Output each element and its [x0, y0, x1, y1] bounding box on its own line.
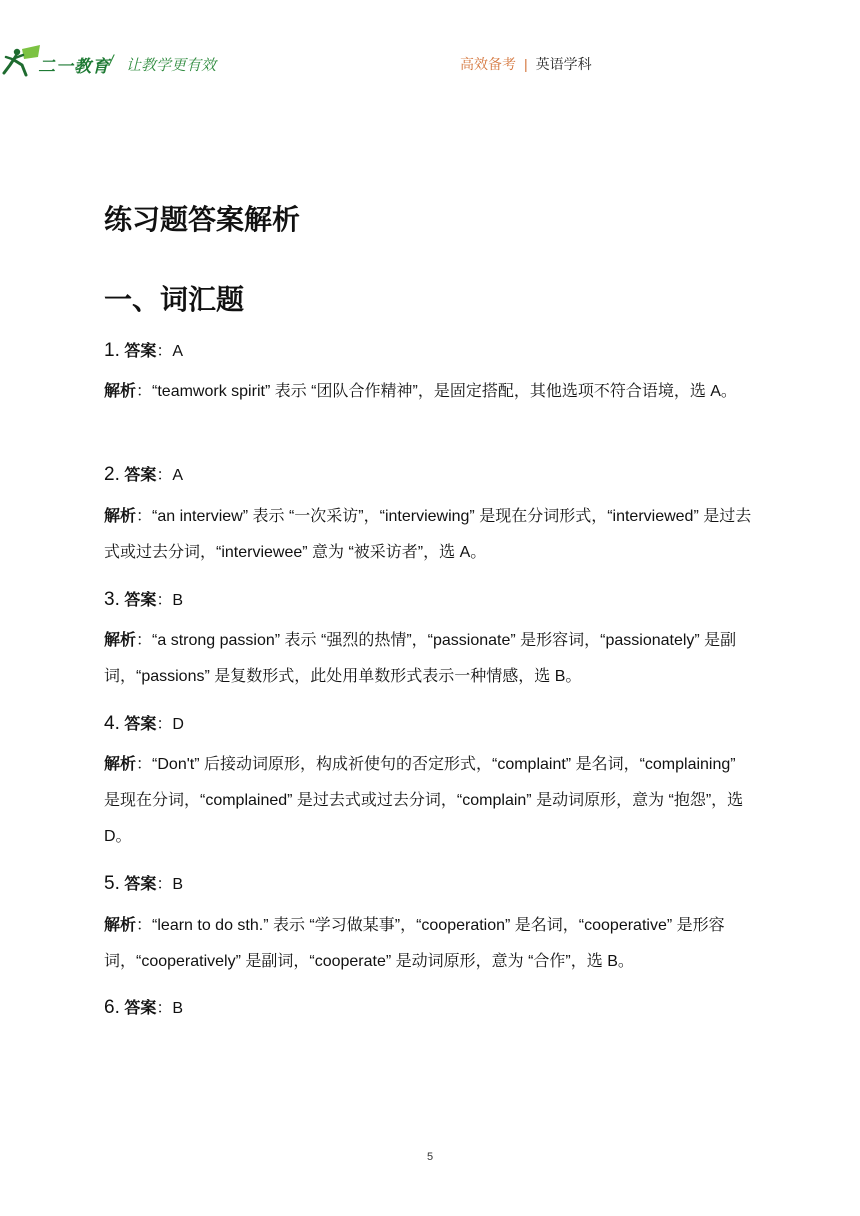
analysis-text: “Don't” 后接动词原形，构成祈使句的否定形式，“complaint” 是名词，“complaining” 是现在分词，“complained” 是过去式或过去分词，“complain” 是动词原形，意为 “抱怨”，选 D。 [104, 756, 744, 845]
colon: ： [156, 592, 173, 609]
answer-label: 答案 [124, 716, 157, 733]
section-title: 一、词汇题 [104, 284, 245, 315]
running-figure-logo-icon [2, 43, 42, 79]
colon: ： [156, 467, 173, 484]
brand-slogan: 让教学更有效 [126, 57, 217, 74]
answer-line [104, 995, 183, 1019]
analysis-label: 解析 [104, 508, 137, 525]
item-number: 2. [104, 464, 120, 485]
answer-label: 答案 [124, 467, 157, 484]
analysis-label: 解析 [104, 917, 137, 934]
answer-value: B [172, 592, 184, 609]
analysis-text: “an interview” 表示 “一次采访”，“interviewing” 是现在分词形式，“interviewed” 是过去式或过去分词，“interviewee” 意为 “被采访者”，选 A。 [104, 508, 752, 561]
header-slash: / [109, 53, 114, 70]
analysis-text: “a strong passion” 表示 “强烈的热情”，“passionate” 是形容词，“passionately” 是副词，“passions” 是复数形式，此处用单数形式表示一种情感，选 B。 [104, 632, 737, 685]
colon: ： [136, 383, 153, 400]
brand-name: 二一教育 [38, 57, 110, 76]
colon: ： [136, 756, 153, 773]
colon: ： [156, 343, 173, 360]
answer-value: A [172, 343, 184, 360]
header-separator: | [524, 56, 528, 72]
answer-label: 答案 [124, 1000, 157, 1017]
analysis-paragraph [104, 747, 754, 855]
answer-line [104, 462, 183, 486]
header-subject [460, 54, 592, 74]
analysis-label: 解析 [104, 383, 137, 400]
colon: ： [156, 1000, 173, 1017]
document-title: 练习题答案解析 [104, 204, 301, 235]
answer-label: 答案 [124, 343, 157, 360]
answer-line [104, 587, 183, 611]
analysis-label: 解析 [104, 632, 137, 649]
answer-line [104, 871, 183, 895]
item-number: 4. [104, 713, 120, 734]
analysis-paragraph [104, 374, 754, 410]
answer-line [104, 711, 184, 735]
analysis-label: 解析 [104, 756, 137, 773]
item-number: 6. [104, 997, 120, 1018]
analysis-text: “teamwork spirit” 表示 “团队合作精神”，是固定搭配，其他选项不符合语境，选 A。 [152, 383, 737, 400]
answer-line [104, 338, 183, 362]
answer-value: D [172, 716, 184, 733]
answer-value: B [172, 876, 184, 893]
analysis-paragraph [104, 908, 754, 980]
page-number: 5 [426, 1151, 434, 1163]
colon: ： [136, 632, 153, 649]
answer-value: A [172, 467, 184, 484]
analysis-paragraph [104, 623, 754, 695]
colon: ： [136, 508, 153, 525]
analysis-paragraph [104, 499, 754, 571]
analysis-text: “learn to do sth.” 表示 “学习做某事”，“cooperation” 是名词，“cooperative” 是形容词，“cooperatively” 是副词，“cooperate” 是动词原形，意为 “合作”，选 B。 [104, 917, 725, 970]
item-number: 3. [104, 589, 120, 610]
header-subject-right: 英语学科 [535, 56, 592, 72]
colon: ： [156, 876, 173, 893]
header-subject-left: 高效备考 [460, 56, 516, 72]
colon: ： [156, 716, 173, 733]
answer-value: B [172, 1000, 184, 1017]
item-number: 1. [104, 340, 120, 361]
colon: ： [136, 917, 153, 934]
item-number: 5. [104, 873, 120, 894]
page-header [0, 0, 860, 90]
answer-label: 答案 [124, 592, 157, 609]
answer-label: 答案 [124, 876, 157, 893]
